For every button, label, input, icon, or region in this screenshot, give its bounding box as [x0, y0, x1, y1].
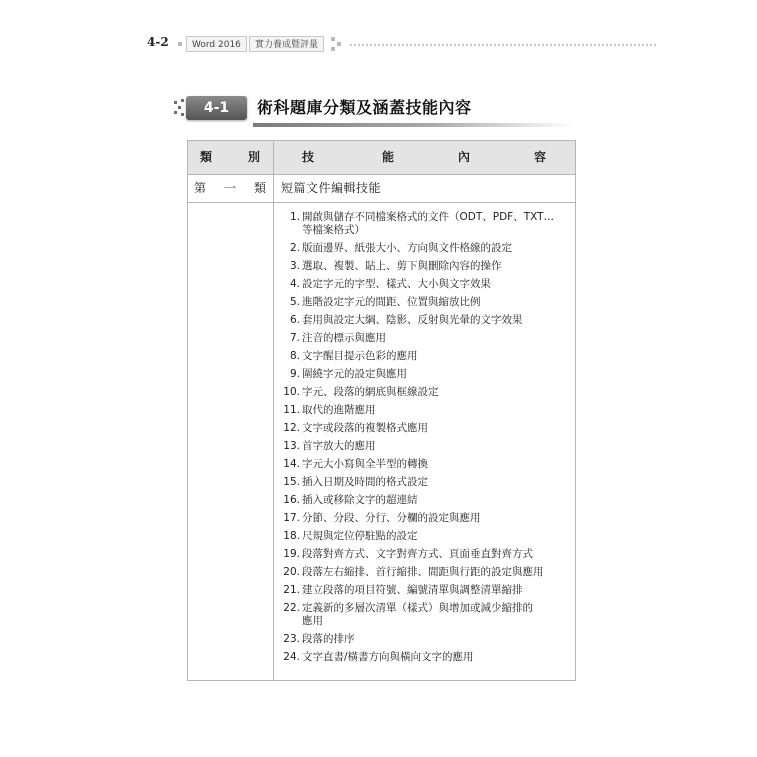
category-char-3: 類	[254, 181, 267, 195]
list-item: 13. 首字放大的應用	[283, 440, 376, 452]
list-item: 20. 段落左右縮排、首行縮排、間距與行距的設定與應用	[283, 566, 544, 578]
list-item: 7. 注音的標示與應用	[289, 332, 386, 344]
list-item: 19. 段落對齊方式、文字對齊方式、頁面垂直對齊方式	[283, 548, 533, 560]
section-title-underline	[253, 123, 575, 127]
list-item: 6. 套用與設定大綱、陰影、反射與光暈的文字效果	[289, 314, 523, 326]
list-item: 16. 插入或移除文字的超連結	[283, 494, 418, 506]
header-square-icon	[178, 42, 182, 46]
list-item: 21. 建立段落的項目符號、編號清單與調整清單縮排	[283, 584, 523, 596]
list-item: 2. 版面邊界、紙張大小、方向與文件格線的設定	[289, 242, 512, 254]
header-dotted-rule	[350, 44, 656, 46]
list-item: 15. 插入日期及時間的格式設定	[283, 476, 428, 488]
section-number-badge: 4-1	[186, 96, 247, 120]
list-item: 18. 尺規與定位停駐點的設定	[283, 530, 418, 542]
list-item: 10. 字元、段落的網底與框線設定	[283, 386, 439, 398]
running-header	[147, 33, 659, 55]
list-item: 9. 圍繞字元的設定與應用	[289, 368, 407, 380]
list-item: 22. 定義新的多層次清單（樣式）與增加或減少縮排的 應用	[283, 602, 533, 627]
header-category-char-2: 別	[248, 150, 261, 164]
category-row	[188, 175, 575, 203]
list-item: 24. 文字直書/橫書方向與橫向文字的應用	[283, 651, 474, 663]
list-item: 1. 開啟與儲存不同檔案格式的文件（ODT、PDF、TXT… 等檔案格式）	[289, 211, 555, 236]
list-item: 5. 進階設定字元的間距、位置與縮放比例	[289, 296, 481, 308]
skills-table	[187, 140, 576, 681]
book-name: Word 2016	[186, 36, 247, 52]
list-item: 8. 文字醒目提示色彩的應用	[289, 350, 418, 362]
category-name: 短篇文件編輯技能	[281, 181, 382, 195]
header-content-char-4: 容	[534, 150, 547, 164]
list-item: 3. 選取、複製、貼上、剪下與刪除內容的操作	[289, 260, 502, 272]
list-item: 17. 分節、分段、分行、分欄的設定與應用	[283, 512, 481, 524]
table-column-divider	[273, 141, 274, 680]
category-char-2: 一	[224, 181, 237, 195]
header-content-char-2: 能	[382, 150, 395, 164]
header-content-char-3: 內	[458, 150, 471, 164]
section-title: 術科題庫分類及涵蓋技能內容	[257, 98, 472, 117]
table-header-row	[188, 141, 575, 175]
chapter-name: 實力養成暨評量	[249, 36, 324, 52]
header-category-char-1: 類	[200, 150, 213, 164]
skills-list	[284, 211, 571, 669]
list-item: 4. 設定字元的字型、樣式、大小與文字效果	[289, 278, 491, 290]
page-number: 4-2	[147, 35, 169, 49]
list-item: 11. 取代的進階應用	[283, 404, 376, 416]
category-char-1: 第	[194, 181, 207, 195]
header-content-char-1: 技	[302, 150, 315, 164]
list-item: 14. 字元大小寫與全半型的轉換	[283, 458, 428, 470]
list-item: 23. 段落的排序	[283, 633, 355, 645]
list-item: 12. 文字或段落的複製格式應用	[283, 422, 428, 434]
